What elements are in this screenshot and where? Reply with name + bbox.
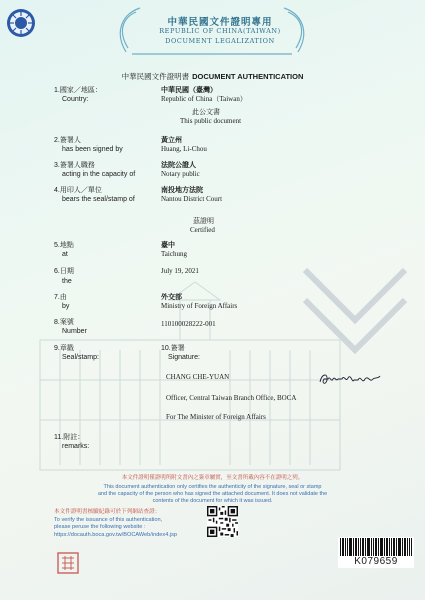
seal-stamp-label-en: Seal/stamp: <box>62 354 99 361</box>
signer-office: Officer, Central Taiwan Branch Office, BOCA <box>166 394 297 402</box>
date-label-en: the <box>62 278 72 285</box>
handwritten-signature <box>318 370 382 388</box>
seal-of-label-zh: 4.用印人／單位 <box>54 187 102 194</box>
seal-of-value-en: Nantou District Court <box>161 195 223 203</box>
date-label-zh: 6.日期 <box>54 268 74 275</box>
seal-of-label-en: bears the seal/stamp of <box>62 196 135 203</box>
signature-label-en: Signature: <box>168 354 200 361</box>
number-label-en: Number <box>62 328 87 335</box>
verification-note-en-1: To verify the issuance of this authentication, <box>54 517 163 523</box>
certification-note-zh: 本文件證明僅證明所附文書內之簽章屬實，至文書所載內容不在證明之列。 <box>121 475 304 481</box>
capacity-label-zh: 3.簽署人職務 <box>54 162 95 169</box>
country-label-en: Country: <box>62 96 89 103</box>
place-value-zh: 臺中 <box>161 241 175 249</box>
seal-of-value-zh: 南投地方法院 <box>161 186 203 194</box>
signature-label-zh: 10.簽署 <box>161 345 185 352</box>
country-value-zh: 中華民國（臺灣） <box>161 86 217 94</box>
document-header <box>0 0 425 60</box>
qr-code[interactable] <box>207 506 238 537</box>
date-value: July 19, 2021 <box>161 267 199 275</box>
document-title <box>0 71 425 82</box>
header-title-en: REPUBLIC OF CHINA(TAIWAN) <box>159 27 281 35</box>
country-value-en: Republic of China（Taiwan） <box>161 95 247 103</box>
verification-note-zh: 本文件證明書核驗紀錄可於下列網站查證： <box>54 509 161 515</box>
for-minister: For The Minister of Foreign Affairs <box>166 413 266 421</box>
remarks-label-zh: 11.附註： <box>54 434 85 441</box>
signed-by-label-zh: 2.簽署人 <box>54 137 81 144</box>
number-label-zh: 8.案號 <box>54 319 74 326</box>
remarks-label-en: remarks: <box>62 443 90 450</box>
verification-url[interactable]: https://docauth.boca.gov.tw/BOCAWeb/index4.jsp <box>54 532 178 538</box>
place-label-en: at <box>62 251 68 258</box>
by-label-zh: 7.由 <box>54 294 67 301</box>
capacity-label-en: acting in the capacity of <box>62 171 136 178</box>
signed-by-value-zh: 黃立州 <box>161 136 182 144</box>
chevron-watermark <box>300 250 410 370</box>
signed-by-label-en: has been signed by <box>62 146 123 153</box>
capacity-value-zh: 法院公證人 <box>161 161 196 169</box>
number-value: 110100028222-001 <box>161 320 216 328</box>
country-label-zh: 1.國家／地區： <box>54 87 102 94</box>
certification-note-en-2: and the capacity of the person who has signed the attached document. It does not validate the <box>97 491 328 497</box>
header-subtitle-en: DOCUMENT LEGALIZATION <box>165 37 275 45</box>
national-emblem-icon <box>6 8 36 38</box>
seal-stamp-label-zh: 9.章戳 <box>54 345 74 352</box>
public-document-zh: 此公文書 <box>192 108 220 116</box>
official-seal-stamp <box>57 552 79 574</box>
serial-number: K079659 <box>338 556 414 568</box>
place-value-en: Taichung <box>161 250 187 258</box>
certified-zh: 茲證明 <box>193 217 214 225</box>
public-document-en: This public document <box>180 117 242 125</box>
certified-en: Certified <box>190 226 215 234</box>
verification-note-en-2: please peruse the following website : <box>54 524 146 530</box>
signed-by-value-en: Huang, Li-Chou <box>161 145 207 153</box>
by-value-en: Ministry of Foreign Affairs <box>161 302 238 310</box>
barcode <box>338 537 414 557</box>
certification-note-en-1: This document authentication only certifies the authenticity of the signature, seal or stamp <box>103 484 322 490</box>
header-title-zh: 中華民國文件證明專用 <box>167 17 273 28</box>
document-title-en: DOCUMENT AUTHENTICATION <box>192 72 304 81</box>
by-value-zh: 外交部 <box>161 293 182 301</box>
signer-name: CHANG CHE-YUAN <box>166 373 230 381</box>
document-title-zh: 中華民國文件證明書 <box>121 72 190 81</box>
by-label-en: by <box>62 303 70 310</box>
capacity-value-en: Notary public <box>161 170 200 178</box>
certification-note-en-3: contents of the document for which it was issued. <box>152 498 273 504</box>
place-label-zh: 5.地點 <box>54 242 74 249</box>
